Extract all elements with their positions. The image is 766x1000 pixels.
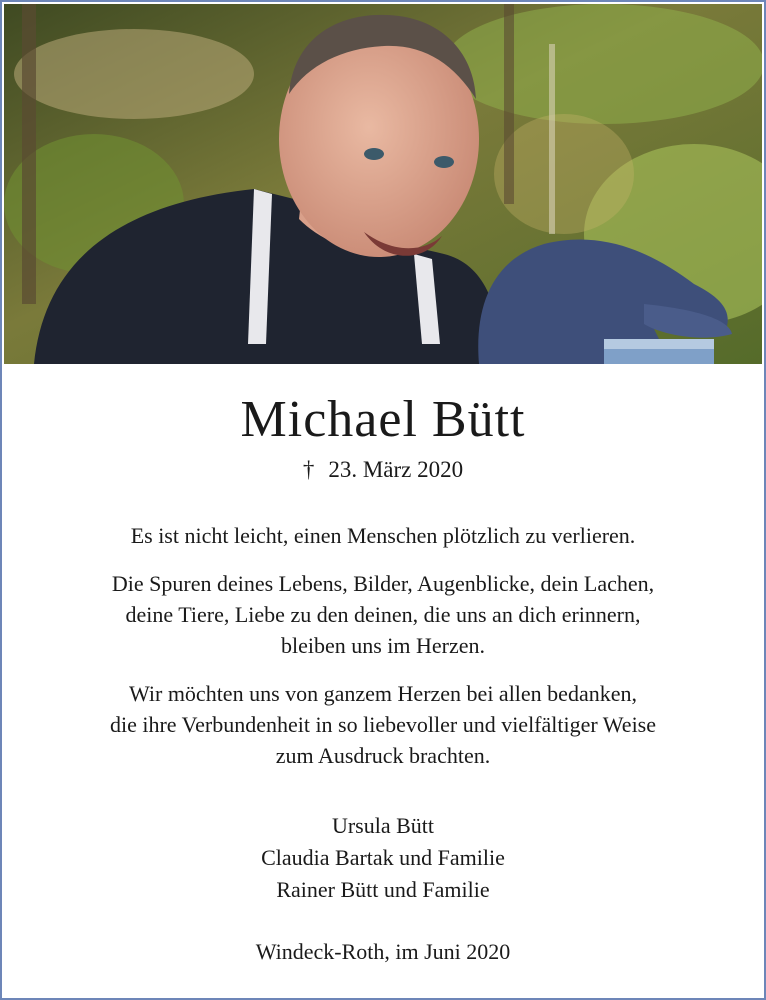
signer-name: Ursula Bütt — [331, 813, 435, 838]
portrait-photo — [4, 4, 762, 364]
paragraph-1 — [2, 520, 764, 551]
deceased-name: Michael Bütt — [240, 391, 526, 448]
notice-text — [2, 364, 764, 998]
text-line: Wir möchten uns von ganzem Herzen bei allen bedanken, — [129, 681, 637, 706]
paragraph-3 — [2, 678, 764, 771]
place-date: Windeck-Roth, im Juni 2020 — [255, 939, 511, 964]
text-line: die ihre Verbundenheit in so liebevoller und vielfältiger Weise — [109, 712, 657, 737]
text-line: bleiben uns im Herzen. — [280, 633, 486, 658]
cross-icon: † — [302, 457, 315, 482]
signer-name: Rainer Bütt und Familie — [276, 877, 490, 902]
text-line: Die Spuren deines Lebens, Bilder, Augenblicke, dein Lachen, — [111, 571, 655, 596]
death-date: 23. März 2020 — [328, 457, 464, 482]
death-date-line — [2, 456, 764, 484]
text-line: deine Tiere, Liebe zu den deinen, die uns an dich erinnern, — [125, 602, 641, 627]
signer-name: Claudia Bartak und Familie — [261, 845, 505, 870]
signers — [2, 810, 764, 906]
paragraph-2 — [2, 568, 764, 661]
text-line: Es ist nicht leicht, einen Menschen plötzlich zu verlieren. — [130, 523, 636, 548]
text-line: zum Ausdruck brachten. — [275, 743, 491, 768]
